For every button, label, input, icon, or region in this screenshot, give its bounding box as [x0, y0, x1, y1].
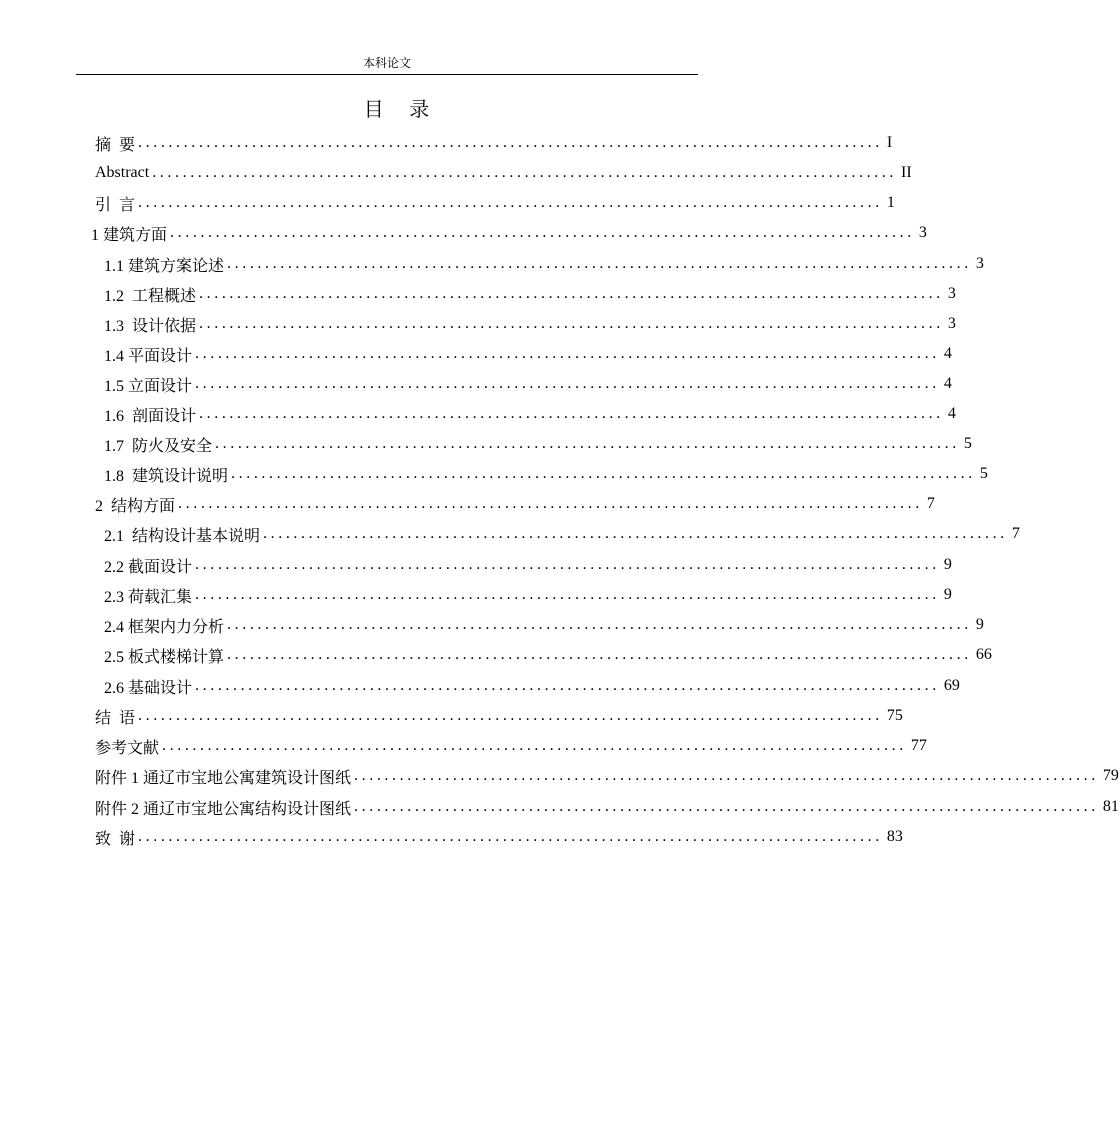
toc-entry-page: 3 — [918, 224, 927, 241]
toc-entry-1-8[interactable] — [104, 459, 988, 489]
dot-leader: .................................................................................................. — [152, 164, 898, 181]
dot-leader: .................................................................................................. — [138, 707, 883, 724]
toc-entry-2-1[interactable] — [104, 519, 1020, 549]
toc-entry-label: 引 言 — [95, 196, 136, 214]
dot-leader: .................................................................................................. — [138, 134, 883, 151]
toc-entry-page: I — [886, 134, 893, 151]
toc-entry-page: 5 — [963, 435, 972, 452]
dot-leader: .................................................................................................. — [138, 194, 883, 211]
dot-leader: .................................................................................................. — [354, 767, 1099, 784]
dot-leader: .................................................................................................. — [195, 677, 940, 694]
toc-entry-page: 3 — [947, 285, 956, 302]
dot-leader: .................................................................................................. — [231, 465, 976, 482]
toc-entry-label: 2.1 结构设计基本说明 — [104, 527, 261, 545]
toc-entry-1-1[interactable] — [104, 249, 984, 279]
toc-entry-label: 附件 1 通辽市宝地公寓建筑设计图纸 — [95, 769, 352, 787]
toc-entry-2-4[interactable] — [104, 610, 984, 640]
dot-leader: .................................................................................................. — [170, 224, 915, 241]
toc-entry-label: 参考文献 — [95, 739, 160, 757]
page-header — [76, 56, 698, 75]
toc-entry-label: 1.5 立面设计 — [104, 377, 193, 395]
dot-leader: .................................................................................................. — [195, 556, 940, 573]
toc-entry-label: 1.4 平面设计 — [104, 347, 193, 365]
toc-entry-page: 5 — [979, 465, 988, 482]
toc-entry-label: 1.1 建筑方案论述 — [104, 257, 225, 275]
toc-entry-label: 1.2 工程概述 — [104, 287, 197, 305]
toc-title: 目 录 — [363, 97, 430, 121]
toc-entry-chapter-2[interactable] — [95, 489, 935, 519]
toc-entry-1-6[interactable] — [104, 399, 956, 429]
toc-entry-label: 1.8 建筑设计说明 — [104, 467, 229, 485]
toc-entry-label: 1.3 设计依据 — [104, 317, 197, 335]
toc-entry-label: 结 语 — [95, 709, 136, 727]
toc-entry-page: 9 — [975, 616, 984, 633]
toc-entry-conclusion[interactable] — [95, 701, 903, 731]
dot-leader: .................................................................................................. — [199, 285, 944, 302]
toc-entry-label: 1.7 防火及安全 — [104, 437, 213, 455]
dot-leader: .................................................................................................. — [263, 525, 1008, 542]
toc-entry-page: 1 — [886, 194, 895, 211]
toc-entry-2-2[interactable] — [104, 550, 952, 580]
toc-entry-page: 4 — [947, 405, 956, 422]
toc-entry-page: 4 — [943, 375, 952, 392]
toc-entry-label: 1 建筑方面 — [91, 226, 168, 244]
toc-entry-2-5[interactable] — [104, 640, 992, 670]
toc-entry-label: Abstract — [95, 164, 150, 181]
dot-leader: .................................................................................................. — [178, 495, 923, 512]
toc-entry-appendix-2[interactable] — [95, 792, 1119, 822]
toc-entry-1-7[interactable] — [104, 429, 972, 459]
toc-entry-page: 66 — [975, 646, 992, 663]
dot-leader: .................................................................................................. — [199, 405, 944, 422]
toc-entry-page: 81 — [1102, 798, 1119, 815]
toc-entry-abstract-en[interactable] — [95, 158, 912, 188]
toc-entry-label: 2.4 框架内力分析 — [104, 618, 225, 636]
toc-entry-page: 3 — [947, 315, 956, 332]
toc-entry-page: 4 — [943, 345, 952, 362]
toc-entry-abstract-cn[interactable] — [95, 128, 893, 158]
dot-leader: .................................................................................................. — [162, 737, 907, 754]
toc-entry-label: 致 谢 — [95, 830, 136, 848]
toc-entry-label: 2.2 截面设计 — [104, 558, 193, 576]
toc-entry-label: 2.3 荷载汇集 — [104, 588, 193, 606]
toc-entry-label: 2.5 板式楼梯计算 — [104, 648, 225, 666]
toc-entry-page: 75 — [886, 707, 903, 724]
dot-leader: .................................................................................................. — [138, 828, 883, 845]
toc-entry-page: 9 — [943, 556, 952, 573]
toc-entry-appendix-1[interactable] — [95, 761, 1119, 791]
toc-entry-2-6[interactable] — [104, 671, 960, 701]
toc-entry-page: 7 — [926, 495, 935, 512]
toc-entry-label: 1.6 剖面设计 — [104, 407, 197, 425]
toc-entry-page: II — [901, 164, 912, 181]
running-title: 本科论文 — [362, 56, 411, 70]
toc-entry-acknowledgements[interactable] — [95, 822, 903, 852]
toc-entry-introduction[interactable] — [95, 188, 895, 218]
toc-entry-page: 9 — [943, 586, 952, 603]
toc-entry-1-4[interactable] — [104, 339, 952, 369]
dot-leader: .................................................................................................. — [195, 345, 940, 362]
toc-entry-page: 83 — [886, 828, 903, 845]
toc-entry-2-3[interactable] — [104, 580, 952, 610]
dot-leader: .................................................................................................. — [227, 616, 972, 633]
toc-entry-page: 3 — [975, 255, 984, 272]
dot-leader: .................................................................................................. — [215, 435, 960, 452]
toc-entry-page: 79 — [1102, 767, 1119, 784]
toc-entry-1-5[interactable] — [104, 369, 952, 399]
toc-entry-chapter-1[interactable] — [91, 218, 927, 248]
toc-entry-label: 2 结构方面 — [95, 497, 176, 515]
toc-entry-label: 摘 要 — [95, 136, 136, 154]
dot-leader: .................................................................................................. — [195, 375, 940, 392]
dot-leader: .................................................................................................. — [195, 586, 940, 603]
dot-leader: .................................................................................................. — [354, 798, 1099, 815]
dot-leader: .................................................................................................. — [227, 255, 972, 272]
toc-entry-references[interactable] — [95, 731, 927, 761]
toc-entry-page: 7 — [1011, 525, 1020, 542]
dot-leader: .................................................................................................. — [227, 646, 972, 663]
toc-entry-label: 2.6 基础设计 — [104, 679, 193, 697]
toc-entry-page: 69 — [943, 677, 960, 694]
dot-leader: .................................................................................................. — [199, 315, 944, 332]
toc-entry-page: 77 — [910, 737, 927, 754]
toc-entry-label: 附件 2 通辽市宝地公寓结构设计图纸 — [95, 800, 352, 818]
toc-entry-1-3[interactable] — [104, 309, 956, 339]
toc-entry-1-2[interactable] — [104, 279, 956, 309]
